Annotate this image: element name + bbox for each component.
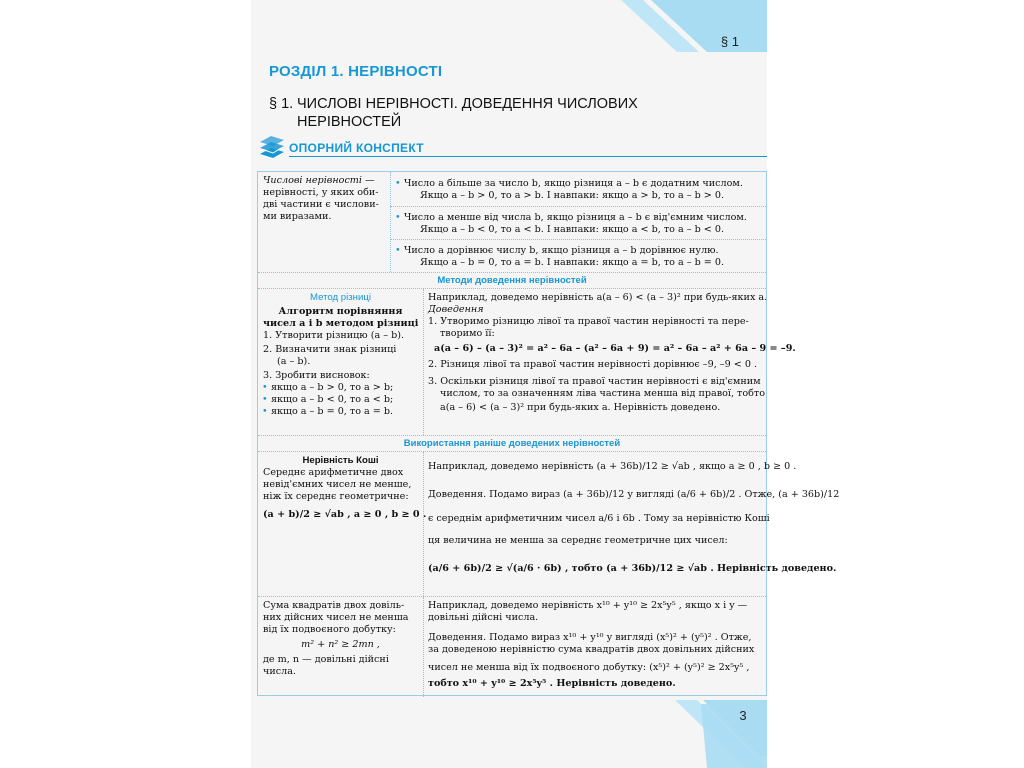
konspekt-heading <box>257 136 767 160</box>
definition-line: дві частини є числови- <box>263 199 379 210</box>
algorithm-step: (a – b). <box>277 356 311 367</box>
example2-line: (a/6 + 6b)/2 ≥ √(a/6 · 6b) , тобто (a + 36b)/12 ≥ √ab . Нерівність доведено. <box>428 563 837 574</box>
definition-line: нерівності, у яких оби- <box>263 187 379 198</box>
example1-line: 3. Оскільки різниця лівої та правої частин нерівності є від'ємним <box>428 376 761 387</box>
section-title-line-2: НЕРІВНОСТЕЙ <box>297 114 402 130</box>
section-title-line-1: ЧИСЛОВІ НЕРІВНОСТІ. ДОВЕДЕННЯ ЧИСЛОВИХ <box>297 96 638 112</box>
comparison-less <box>390 206 766 239</box>
definition-line: ми виразами. <box>263 211 332 222</box>
methods-band: Методи доведення нерівностей <box>258 272 766 288</box>
page-number: 3 <box>739 708 747 723</box>
cauchy-formula: (a + b)/2 ≥ √ab , a ≥ 0 , b ≥ 0 . <box>263 509 427 520</box>
cauchy-cell <box>258 452 427 596</box>
konspekt-label: ОПОРНИЙ КОНСПЕКТ <box>289 141 424 155</box>
cauchy-title: Нерівність Коші <box>302 455 379 466</box>
example3-line: за доведеною нерівністю сума квадратів двох довільних дійсних <box>428 644 755 655</box>
example2-line: є середнім арифметичним чисел a/6 і 6b . Тому за нерівністю Коші <box>428 513 770 524</box>
comparison-equal <box>390 239 766 272</box>
squares-line: числа. <box>263 666 296 677</box>
squares-line: де m, n — довільні дійсні <box>263 654 389 665</box>
bottom-corner-decoration <box>251 700 767 768</box>
example1-line: a(a – 6) < (a – 3)² при будь-яких a. Нерівність доведено. <box>440 402 721 413</box>
difference-method-row <box>258 288 796 435</box>
example3-line: чисел не менша від їх подвоєного добутку: (x⁵)² + (y⁵)² ≥ 2x⁵y⁵ , <box>428 662 750 673</box>
definition-cell <box>258 172 390 272</box>
cauchy-line: невід'ємних чисел не менше, <box>263 479 412 490</box>
algorithm-step: 3. Зробити висновок: <box>263 370 370 381</box>
difference-method-cell <box>258 289 423 435</box>
books-icon <box>257 136 287 160</box>
section-number: § 1. <box>269 96 294 112</box>
definition-line: Числові нерівності — <box>263 175 375 186</box>
example3-line: Доведення. Подамо вираз x¹⁰ + y¹⁰ у вигляді (x⁵)² + (y⁵)² . Отже, <box>428 632 752 643</box>
textbook-page <box>251 0 840 768</box>
example1-cell <box>423 289 796 435</box>
conclusion-item: • якщо a – b = 0, то a = b. <box>263 406 418 418</box>
section-title <box>269 95 739 131</box>
comparison-line: • Число a менше від числа b, якщо різниця a – b є від'ємним числом. <box>396 212 760 224</box>
paragraph-label: § 1 <box>720 34 739 49</box>
comparison-line: Якщо a – b < 0, то a < b. І навпаки: якщо a < b, то a – b < 0. <box>420 224 725 235</box>
top-corner-decoration <box>251 0 767 60</box>
example3-line: довільні дійсні числа. <box>428 612 539 623</box>
chapter-title: РОЗДІЛ 1. НЕРІВНОСТІ <box>269 63 443 80</box>
squares-line: від їх подвоєного добутку: <box>263 624 396 635</box>
example3-line: Наприклад, доведемо нерівність x¹⁰ + y¹⁰ ≥ 2x⁵y⁵ , якщо x і y — <box>428 600 748 611</box>
algorithm-title: Алгоритм порівняння <box>278 306 403 317</box>
comparison-line: Якщо a – b > 0, то a > b. І навпаки: якщо a > b, то a – b > 0. <box>420 190 725 201</box>
example1-line: 2. Різниця лівої та правої частин нерівності дорівнює –9, –9 < 0 . <box>428 359 758 370</box>
algorithm-title: чисел a і b методом різниці <box>263 318 419 329</box>
algorithm-step: 2. Визначити знак різниці <box>263 344 397 355</box>
cauchy-line: ніж їх середнє геометричне: <box>263 491 409 502</box>
conclusion-item: • якщо a – b > 0, то a > b; <box>263 382 418 394</box>
example1-line: творимо її: <box>440 328 495 339</box>
comparison-line: • Число a дорівнює числу b, якщо різниця a – b дорівнює нулю. <box>396 245 760 257</box>
difference-method-title: Метод різниці <box>310 292 371 303</box>
example1-line: числом, то за означенням ліва частина менша від правої, тобто <box>440 388 765 399</box>
example2-line: ця величина не менша за середнє геометричне цих чисел: <box>428 535 728 546</box>
definition-row <box>258 172 766 272</box>
example2-line: Наприклад, доведемо нерівність (a + 36b)/12 ≥ √ab , якщо a ≥ 0 , b ≥ 0 . <box>428 461 797 472</box>
conclusion-item: • якщо a – b < 0, то a < b; <box>263 394 418 406</box>
squares-cell <box>258 597 423 697</box>
squares-formula: m² + n² ≥ 2mn , <box>301 639 380 650</box>
example1-line: Доведення <box>428 304 484 315</box>
cauchy-line: Середнє арифметичне двох <box>263 467 404 478</box>
squares-row <box>258 596 766 697</box>
cauchy-row <box>258 451 840 596</box>
example1-line: Наприклад, доведемо нерівність a(a – 6) < (a – 3)² при будь-яких a. <box>428 292 768 303</box>
squares-line: них дійсних чисел не менша <box>263 612 409 623</box>
comparison-line: • Число a більше за число b, якщо різниця a – b є додатним числом. <box>396 178 760 190</box>
example2-cell <box>423 452 840 596</box>
algorithm-step: 1. Утворити різницю (a – b). <box>263 330 405 341</box>
previous-band: Використання раніше доведених нерівностей <box>258 435 766 451</box>
example2-line: Доведення. Подамо вираз (a + 36b)/12 у вигляді (a/6 + 6b)/2 . Отже, (a + 36b)/12 <box>428 489 840 500</box>
comparisons-cell <box>390 172 766 272</box>
konspekt-underline <box>289 156 767 157</box>
example3-line: тобто x¹⁰ + y¹⁰ ≥ 2x⁵y⁵ . Нерівність доведено. <box>428 678 676 689</box>
example1-line: 1. Утворимо різницю лівої та правої частин нерівності та пере- <box>428 316 749 327</box>
comparison-line: Якщо a – b = 0, то a = b. І навпаки: якщо a = b, то a – b = 0. <box>420 257 725 268</box>
example1-line: a(a – 6) – (a – 3)² = a² – 6a – (a² – 6a + 9) = a² – 6a – a² + 6a – 9 = –9. <box>434 343 796 354</box>
squares-line: Сума квадратів двох довіль- <box>263 600 405 611</box>
example3-cell <box>423 597 766 697</box>
konspekt-table <box>257 171 840 696</box>
comparison-greater <box>390 172 766 206</box>
